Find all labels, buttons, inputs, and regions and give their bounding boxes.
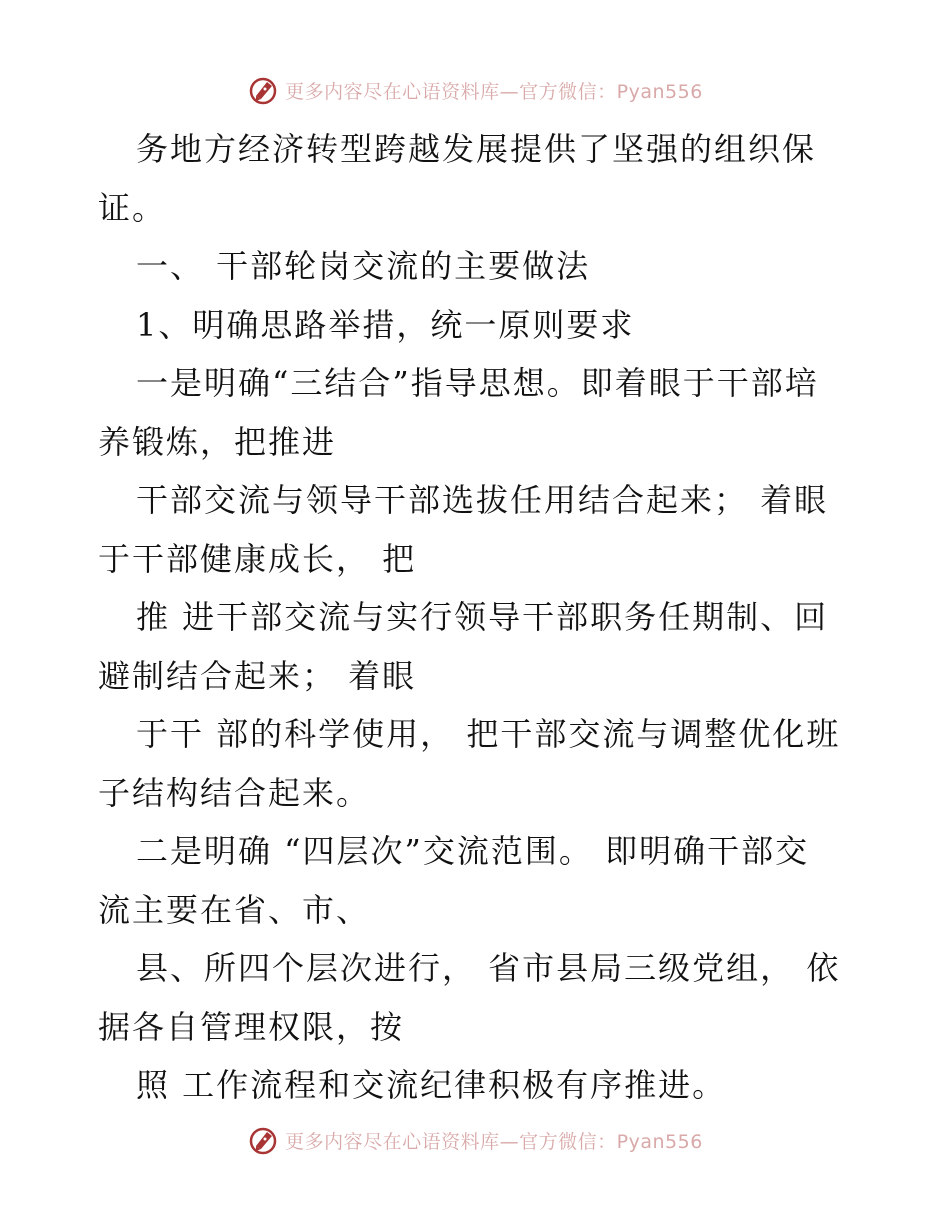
- section-heading: 一、 干部轮岗交流的主要做法: [136, 247, 591, 285]
- paragraph-line: 据各自管理权限，按: [98, 1007, 405, 1046]
- paragraph-line: 照 工作流程和交流纪律积极有序推进。: [136, 1066, 727, 1104]
- paragraph-line: 避制结合起来； 着眼: [98, 656, 417, 695]
- footer-banner-text: 更多内容尽在心语资料库—官方微信：Pyan556: [285, 1130, 703, 1153]
- paragraph-line: 一是明确“三结合”指导思想。即着眼于干部培: [136, 364, 819, 402]
- paragraph-line: 于干部健康成长， 把: [98, 539, 417, 578]
- paragraph-line: 务地方经济转型跨越发展提供了坚强的组织保: [136, 130, 817, 168]
- footer-banner: [0, 1120, 950, 1160]
- paragraph-line: 县、所四个层次进行， 省市县局三级党组， 依: [136, 949, 841, 987]
- subsection-heading: 1、明确思路举措，统一原则要求: [136, 305, 635, 344]
- paragraph-line: 流主要在省、市、: [98, 890, 371, 929]
- paragraph-line: 推 进干部交流与实行领导干部职务任期制、回: [136, 598, 829, 636]
- header-banner-text: 更多内容尽在心语资料库—官方微信：Pyan556: [285, 80, 703, 103]
- paragraph-line: 于干 部的科学使用， 把干部交流与调整优化班: [136, 715, 841, 753]
- document-body: [98, 120, 858, 1115]
- pen-nib-circle-icon: [247, 1124, 279, 1156]
- paragraph-line: 干部交流与领导干部选拔任用结合起来； 着眼: [136, 481, 829, 519]
- paragraph-line: 证。: [98, 188, 167, 227]
- header-banner: [0, 70, 950, 110]
- paragraph-line: 子结构结合起来。: [98, 773, 371, 812]
- pen-nib-circle-icon: [247, 74, 279, 106]
- paragraph-line: 二是明确 “四层次”交流范围。 即明确干部交: [136, 832, 810, 870]
- paragraph-line: 养锻炼，把推进: [98, 422, 337, 461]
